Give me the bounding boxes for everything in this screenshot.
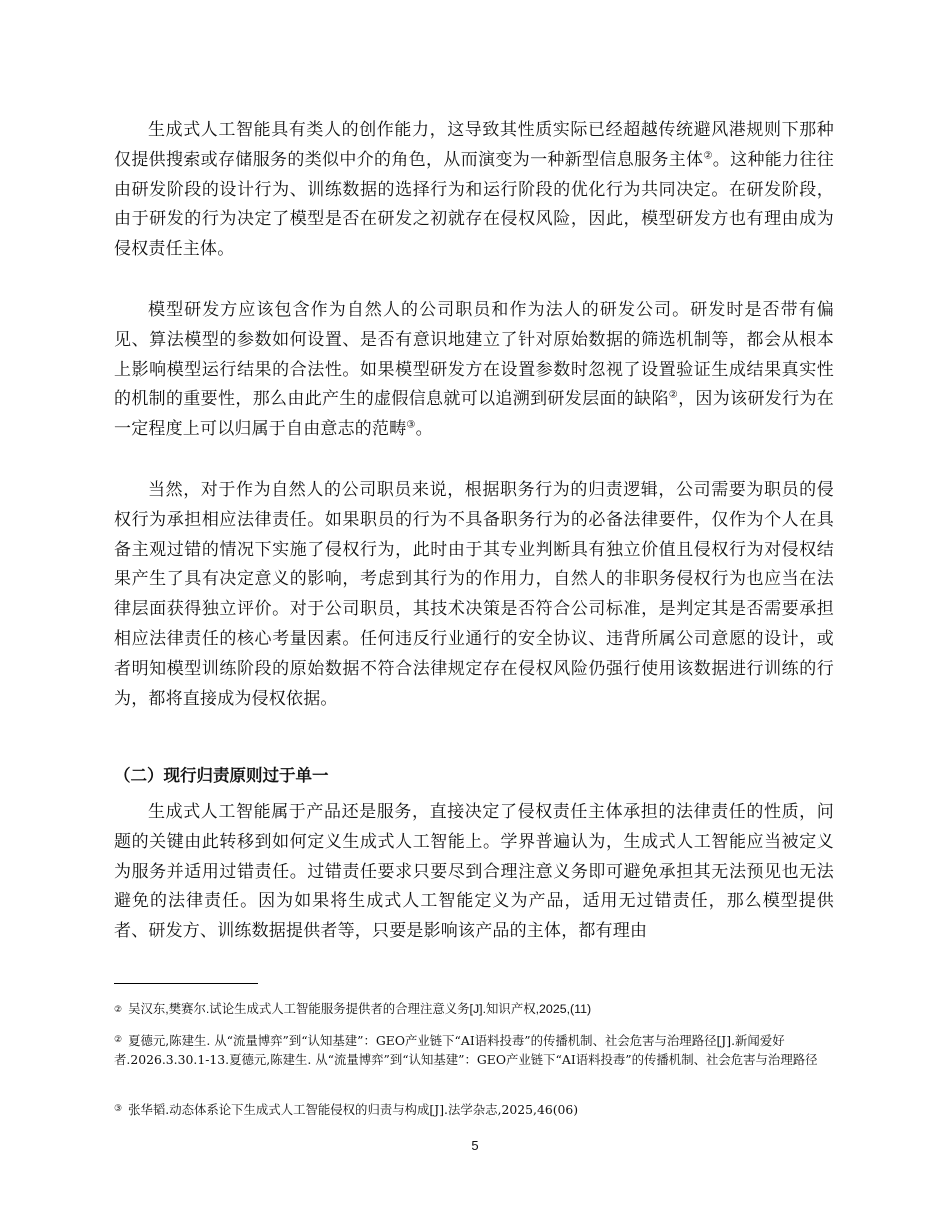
- section-heading: （二）现行归责原则过于单一: [114, 766, 329, 785]
- footnote-1-text: 吴汉东,樊赛尔.试论生成式人工智能服务提供者的合理注意义务[J].知识产权,2025,(11): [128, 1002, 592, 1016]
- paragraph-1-text: 生成式人工智能具有类人的创作能力，这导致其性质实际已经超越传统避风港规则下那种仅提供搜索或存储服务的类似中介的角色，从而演变为一种新型信息服务主体: [114, 120, 834, 170]
- paragraph-2: [114, 296, 834, 445]
- footnote-3-text: 张华韬.动态体系论下生成式人工智能侵权的归责与构成[J].法学杂志,2025,46(06): [128, 1102, 579, 1117]
- footnote-mark: ②: [114, 1035, 123, 1045]
- paragraph-2-text-mid: ，因为该研发行为在一定程度上可以归属于自由意志的范畴: [114, 389, 834, 440]
- page-number: 5: [471, 1138, 479, 1153]
- footnote-ref[interactable]: ②: [668, 389, 679, 401]
- footnote-2-text: 夏德元,陈建生. 从“流量博弈”到“认知基建”：GEO产业链下“AI语料投毒”的传播机制、社会危害与治理路径[J].新闻爱好者.2026.3.30.1-13.夏德元,陈建生. 从“流量博弈”到“认知基建”：GEO产业链下“AI语料投毒”的传播机制、社会危害与治理路径: [114, 1033, 818, 1067]
- footnote-mark: ③: [114, 1104, 123, 1114]
- footnote-3: [114, 1100, 844, 1119]
- paragraph-1: [114, 116, 834, 265]
- paragraph-4: 生成式人工智能属于产品还是服务，直接决定了侵权责任主体承担的法律责任的性质，问题的关键由此转移到如何定义生成式人工智能上。学界普遍认为，生成式人工智能应当被定义为服务并适用过错责任。过错责任要求只要尽到合理注意义务即可避免承担其无法预见也无法避免的法律责任。因为如果将生成式人工智能定义为产品，适用无过错责任，那么模型提供者、研发方、训练数据提供者等，只要是影响该产品的主体，都有理由: [114, 802, 834, 942]
- footnote-ref[interactable]: ③: [406, 419, 416, 431]
- footnote-divider: [114, 983, 258, 984]
- paragraph-2-text: 模型研发方应该包含作为自然人的公司职员和作为法人的研发公司。研发时是否带有偏见、算法模型的参数如何设置、是否有意识地建立了针对原始数据的筛选机制等，都会从根本上影响模型运行结果的合法性。如果模型研发方在设置参数时忽视了设置验证生成结果真实性的机制的重要性，那么由此产生的虚假信息就可以追溯到研发层面的缺陷: [114, 300, 834, 410]
- footnote-1: [114, 1000, 844, 1019]
- paragraph-3: 当然，对于作为自然人的公司职员来说，根据职务行为的归责逻辑，公司需要为职员的侵权行为承担相应法律责任。如果职员的行为不具备职务行为的必备法律要件，仅作为个人在具备主观过错的情况下实施了侵权行为，此时由于其专业判断具有独立价值且侵权行为对侵权结果产生了具有决定意义的影响，考虑到其行为的作用力，自然人的非职务侵权行为也应当在法律层面获得独立评价。对于公司职员，其技术决策是否符合公司标准，是判定其是否需要承担相应法律责任的核心考量因素。任何违反行业通行的安全协议、违背所属公司意愿的设计，或者明知模型训练阶段的原始数据不符合法律规定存在侵权风险仍强行使用该数据进行训练的行为，都将直接成为侵权依据。: [114, 480, 834, 709]
- paragraph-1-text-end: 。这种能力往往由研发阶段的设计行为、训练数据的选择行为和运行阶段的优化行为共同决定。在研发阶段，由于研发的行为决定了模型是否在研发之初就存在侵权风险，因此，模型研发方也有理由成为侵权责任主体。: [114, 149, 834, 260]
- footnote-2: [114, 1031, 844, 1069]
- footnote-ref[interactable]: ②: [703, 150, 713, 162]
- paragraph-2-text-end: 。: [415, 419, 433, 440]
- footnote-mark: ②: [114, 1004, 123, 1014]
